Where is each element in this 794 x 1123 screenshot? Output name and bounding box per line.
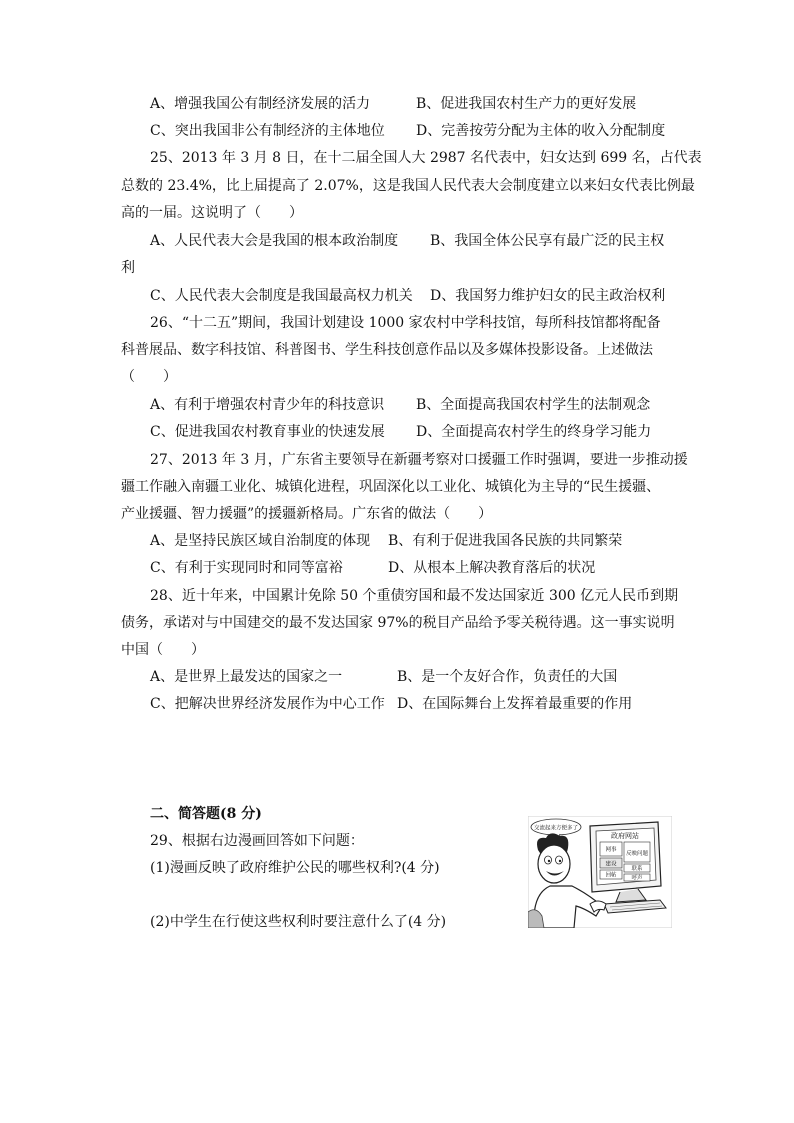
q25-option-d: D、我国努力维护妇女的民主政治权利 [430,288,666,304]
q26-stem-line3: （ ） [121,369,177,385]
q25-option-a: A、人民代表大会是我国的根本政治制度 [150,233,399,249]
screen-cell-5: 回帖 [605,872,617,879]
q28-option-d: D、在国际舞台上发挥着最重要的作用 [397,696,633,712]
q25-stem-line2: 总数的 23.4%，比上届提高了 2.07%，这是我国人民代表大会制度建立以来妇女代表比例最 [121,178,695,194]
q26-option-a: A、有利于增强农村青少年的科技意识 [150,397,385,413]
screen-cell-1: 网事 [605,847,617,853]
q25-option-c: C、人民代表大会制度是我国最高权力机关 [150,288,413,304]
q24-option-c: C、突出我国非公有制经济的主体地位 [150,123,385,139]
q28-stem-line3: 中国（ ） [121,642,205,658]
cartoon-illustration [528,816,672,928]
q26-option-d: D、全面提高农村学生的终身学习能力 [416,424,652,440]
q27-stem-line3: 产业援疆、智力援疆”的援疆新格局。广东省的做法（ ） [121,506,493,522]
q26-stem-line2: 科普展品、数字科技馆、科普图书、学生科技创意作品以及多媒体投影设备。上述做法 [121,342,653,358]
q29-sub-question-2: (2)中学生在行使这些权利时要注意什么了(4 分) [150,914,447,930]
q25-stem-line1: 25、2013 年 3 月 8 日，在十二届全国人大 2987 名代表中，妇女达到 699 名，占代表 [150,150,702,166]
screen-cell-3: 建设 [605,861,617,868]
q29-stem: 29、根据右边漫画回答如下问题： [150,833,364,849]
q25-option-b-continued: 利 [121,260,135,276]
q28-stem-line2: 债务，承诺对与中国建交的最不发达国家 97%的税目产品给予零关税待遇。这一事实说明 [121,615,675,631]
q27-stem-line2: 疆工作融入南疆工业化、城镇化进程，巩固深化以工业化、城镇化为主导的“民生援疆、 [121,479,661,495]
q24-option-b: B、促进我国农村生产力的更好发展 [416,96,637,112]
q29-sub-question-1: (1)漫画反映了政府维护公民的哪些权利?(4 分) [150,860,440,876]
q27-stem-line1: 27、2013 年 3 月，广东省主要领导在新疆考察对口援疆工作时强调，要进一步推动援 [150,452,688,468]
q26-option-c: C、促进我国农村教育事业的快速发展 [150,424,385,440]
q26-option-b: B、全面提高我国农村学生的法制观念 [416,397,651,413]
q27-option-d: D、从根本上解决教育落后的状况 [388,560,596,576]
section-heading: 二、简答题(8 分) [150,806,262,822]
screen-cell-4: 联系 [631,866,643,872]
q27-option-a: A、是坚持民族区域自治制度的体现 [150,533,371,549]
q27-option-c: C、有利于实现同时和同等富裕 [150,560,343,576]
q25-stem-line3: 高的一届。这说明了（ ） [121,205,303,221]
q28-option-b: B、是一个友好合作，负责任的大国 [397,669,618,685]
q26-stem-line1: 26、“十二五”期间，我国计划建设 1000 家农村中学科技馆，每所科技馆都将配备 [150,315,661,331]
q27-option-b: B、有利于促进我国各民族的共同繁荣 [388,533,623,549]
q24-option-a: A、增强我国公有制经济发展的活力 [150,96,371,112]
screen-cell-2: 反映问题 [625,851,649,857]
screen-title: 政府网站 [611,832,639,840]
q28-stem-line1: 28、近十年来，中国累计免除 50 个重债穷国和最不发达国家近 300 亿元人民币到期 [150,588,679,604]
q28-option-a: A、是世界上最发达的国家之一 [150,669,343,685]
q25-option-b: B、我国全体公民享有最广泛的民主权 [430,233,665,249]
bubble-text: 交流起来方便多了 [533,825,579,832]
screen-cell-6: 呼声 [631,875,643,882]
q24-option-d: D、完善按劳分配为主体的收入分配制度 [416,123,666,139]
q28-option-c: C、把解决世界经济发展作为中心工作 [150,696,385,712]
